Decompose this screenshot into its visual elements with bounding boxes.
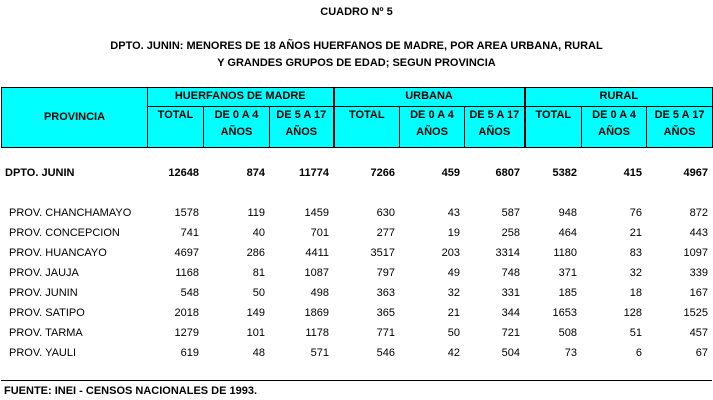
value-cell: 67 — [695, 347, 708, 359]
value-cell: 548 — [180, 287, 199, 299]
value-cell: 21 — [629, 227, 642, 239]
value-cell: 771 — [376, 327, 395, 339]
value-cell: 43 — [447, 207, 460, 219]
value-cell: 51 — [629, 327, 642, 339]
value-cell: 2018 — [174, 307, 199, 319]
value-cell: 1178 — [305, 327, 329, 339]
value-cell: 3314 — [495, 247, 520, 259]
value-cell: 363 — [376, 287, 395, 299]
value-cell: 7266 — [370, 167, 395, 179]
value-cell: 344 — [501, 307, 520, 319]
value-cell: 587 — [501, 207, 520, 219]
table-row — [1, 223, 712, 243]
header-total — [148, 107, 204, 148]
province-name: PROV. HUANCAYO — [9, 247, 107, 259]
value-cell: 4967 — [683, 167, 708, 179]
value-cell: 1097 — [683, 247, 708, 259]
header-total — [525, 107, 582, 148]
value-cell: 464 — [558, 227, 577, 239]
value-cell: 50 — [252, 287, 265, 299]
value-cell: 21 — [447, 307, 460, 319]
header-label: DE 5 A 17 — [654, 109, 705, 121]
table-row — [1, 243, 712, 263]
value-cell: 1869 — [304, 307, 329, 319]
value-cell: 701 — [310, 227, 329, 239]
table-row — [1, 323, 712, 343]
header-label: AÑOS — [478, 126, 511, 138]
value-cell: 874 — [246, 167, 265, 179]
value-cell: 571 — [310, 347, 329, 359]
value-cell: 76 — [629, 207, 642, 219]
value-cell: 1459 — [304, 207, 329, 219]
table-row — [1, 203, 712, 223]
header-label: AÑOS — [663, 126, 696, 138]
province-name: PROV. CONCEPCION — [9, 227, 120, 239]
header-label: AÑOS — [598, 126, 630, 138]
value-cell: 49 — [447, 267, 460, 279]
value-cell: 1578 — [174, 207, 199, 219]
value-cell: 32 — [629, 267, 642, 279]
header-5-17 — [647, 107, 713, 148]
value-cell: 4411 — [305, 247, 329, 259]
value-cell: 721 — [501, 327, 520, 339]
value-cell: 797 — [376, 267, 395, 279]
subtitle-line-1: DPTO. JUNIN: MENORES DE 18 AÑOS HUERFANOS DE MADRE, POR AREA URBANA, RURAL — [110, 40, 603, 52]
value-cell: 415 — [623, 167, 642, 179]
value-cell: 42 — [447, 347, 460, 359]
table-row — [1, 263, 712, 283]
value-cell: 546 — [376, 347, 395, 359]
value-cell: 286 — [246, 247, 265, 259]
value-cell: 258 — [501, 227, 520, 239]
value-cell: 619 — [180, 347, 199, 359]
header-5-17 — [270, 107, 334, 148]
total-row — [1, 163, 712, 183]
value-cell: 741 — [180, 227, 199, 239]
value-cell: 101 — [246, 327, 265, 339]
header-0-4 — [204, 107, 270, 148]
header-label: AÑOS — [220, 126, 253, 138]
value-cell: 365 — [376, 307, 395, 319]
header-label: DE 0 A 4 — [214, 109, 259, 121]
value-cell: 872 — [689, 207, 708, 219]
value-cell: 1525 — [683, 307, 708, 319]
province-name: PROV. CHANCHAMAYO — [9, 207, 132, 219]
header-label: DE 5 A 17 — [469, 109, 520, 121]
value-cell: 948 — [558, 207, 577, 219]
table-title: CUADRO Nº 5 — [320, 6, 393, 18]
value-cell: 3517 — [370, 247, 395, 259]
value-cell: 339 — [689, 267, 708, 279]
value-cell: 504 — [501, 347, 520, 359]
value-cell: 277 — [376, 227, 395, 239]
province-name: PROV. JAUJA — [9, 267, 79, 279]
header-label: TOTAL — [157, 109, 194, 121]
table-row — [1, 283, 712, 303]
value-cell: 40 — [252, 227, 265, 239]
value-cell: 73 — [564, 347, 577, 359]
value-cell: 6807 — [495, 167, 520, 179]
value-cell: 11774 — [299, 167, 329, 179]
header-total — [334, 107, 400, 148]
value-cell: 4697 — [174, 247, 199, 259]
header-label: AÑOS — [285, 126, 318, 138]
value-cell: 1168 — [175, 267, 199, 279]
province-name: DPTO. JUNIN — [5, 167, 75, 179]
value-cell: 1180 — [553, 247, 577, 259]
header-0-4 — [582, 107, 647, 148]
province-name: PROV. YAULI — [9, 347, 77, 359]
province-name: PROV. JUNIN — [9, 287, 78, 299]
header-label: TOTAL — [348, 109, 385, 121]
footer-divider — [1, 380, 712, 381]
value-cell: 185 — [558, 287, 577, 299]
value-cell: 149 — [246, 307, 265, 319]
value-cell: 508 — [558, 327, 577, 339]
table-header — [1, 87, 713, 148]
value-cell: 119 — [247, 207, 265, 219]
value-cell: 83 — [629, 247, 642, 259]
header-group-huerfanos: HUERFANOS DE MADRE — [148, 88, 334, 107]
value-cell: 81 — [252, 267, 265, 279]
header-label: DE 0 A 4 — [592, 109, 636, 121]
value-cell: 32 — [447, 287, 460, 299]
header-group-urbana: URBANA — [334, 88, 525, 107]
table-row — [1, 303, 712, 323]
value-cell: 457 — [689, 327, 708, 339]
header-5-17 — [465, 107, 525, 148]
header-label: TOTAL — [535, 109, 572, 121]
province-name: PROV. SATIPO — [9, 307, 85, 319]
value-cell: 331 — [501, 287, 520, 299]
source-note: FUENTE: INEI - CENSOS NACIONALES DE 1993. — [4, 385, 258, 397]
value-cell: 6 — [635, 347, 642, 359]
value-cell: 371 — [558, 267, 577, 279]
subtitle-line-2: Y GRANDES GRUPOS DE EDAD; SEGUN PROVINCIA — [217, 57, 496, 69]
province-name: PROV. TARMA — [9, 327, 83, 339]
value-cell: 48 — [252, 347, 265, 359]
header-label: AÑOS — [416, 126, 448, 138]
value-cell: 498 — [310, 287, 329, 299]
header-label: DE 0 A 4 — [410, 109, 454, 121]
value-cell: 443 — [689, 227, 708, 239]
value-cell: 128 — [623, 307, 642, 319]
value-cell: 748 — [501, 267, 520, 279]
value-cell: 12648 — [168, 167, 199, 179]
value-cell: 18 — [629, 287, 642, 299]
table-row — [1, 343, 712, 363]
header-provincia: PROVINCIA — [2, 88, 148, 148]
value-cell: 1653 — [552, 307, 577, 319]
value-cell: 1279 — [174, 327, 199, 339]
value-cell: 167 — [689, 287, 708, 299]
header-0-4 — [400, 107, 465, 148]
header-label: DE 5 A 17 — [276, 109, 327, 121]
value-cell: 203 — [441, 247, 460, 259]
value-cell: 630 — [376, 207, 395, 219]
header-group-rural: RURAL — [525, 88, 713, 107]
value-cell: 50 — [447, 327, 460, 339]
value-cell: 5382 — [552, 167, 577, 179]
data-table — [1, 163, 712, 363]
value-cell: 19 — [447, 227, 460, 239]
value-cell: 459 — [441, 167, 460, 179]
value-cell: 1087 — [304, 267, 329, 279]
